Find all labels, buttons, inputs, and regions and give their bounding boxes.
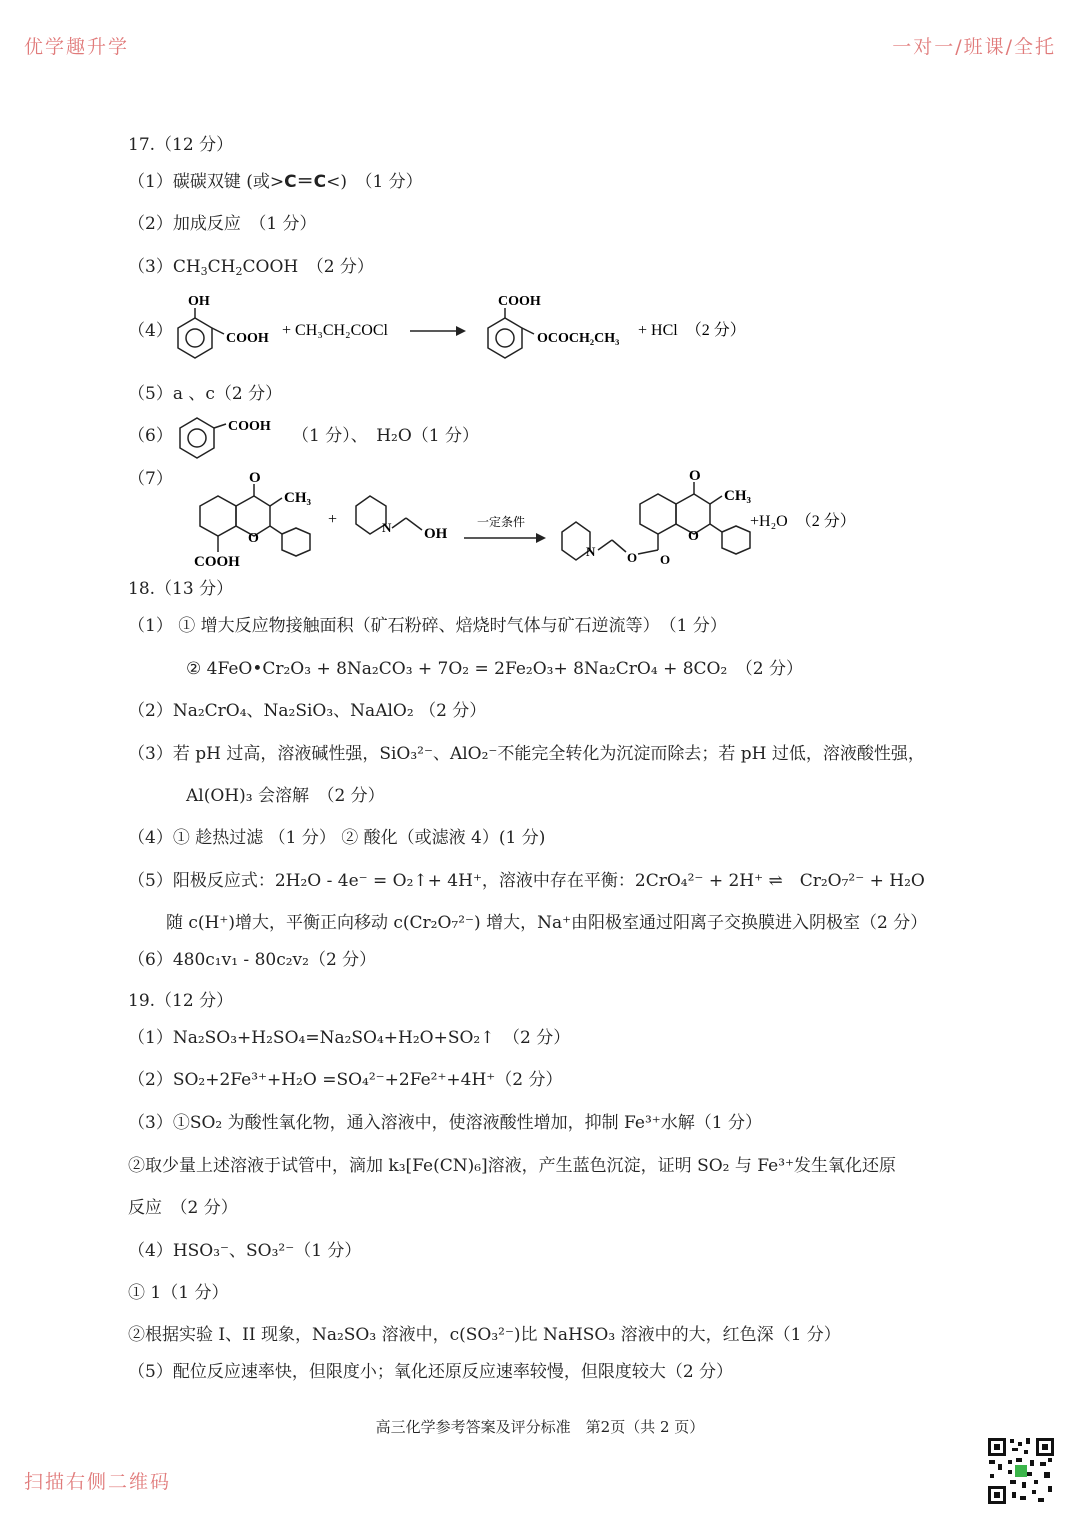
product-ester-o2: O (660, 552, 671, 567)
scan-qr-hint: 扫描右侧二维码 (24, 1471, 172, 1493)
q18-answer-2: （2）Na₂CrO₄、Na₂SiO₃、NaAlO₂ （2 分） (128, 701, 487, 721)
q18-answer-4: （4）① 趁热过滤 （1 分） ② 酸化（或滤液 4）(1 分) (128, 828, 546, 848)
flavone-cooh: COOH (194, 554, 240, 570)
q17-answer-2: （2）加成反应 （1 分） (128, 214, 317, 234)
q19-answer-5: （5）配位反应速率快，但限度小；氧化还原反应速率较慢，但限度较大（2 分） (128, 1362, 734, 1382)
q18-answer-3-2: Al(OH)₃ 会溶解 （2 分） (186, 786, 385, 806)
header-watermark-right: 一对一/班课/全托 (892, 36, 1056, 58)
product-ring-o: O (688, 529, 699, 544)
q19-answer-4-2: ②根据实验 I、II 现象，Na₂SO₃ 溶液中，c(SO₃²⁻)比 NaHSO₃ 溶液中的大，红色深（1 分） (128, 1325, 841, 1345)
q17-title: 17.（12 分） (128, 135, 234, 155)
q19-answer-3-1: （3）①SO₂ 为酸性氧化物，通入溶液中，使溶液酸性增加，抑制 Fe³⁺水解（1 分） (128, 1113, 762, 1133)
product-ester-o1: O (627, 550, 638, 565)
q17-answer-1 (128, 171, 423, 193)
q17-reaction-4 (160, 290, 800, 370)
product-ketone-o: O (689, 468, 701, 484)
q17-answer-7-score: +H₂O （2 分） (750, 513, 856, 530)
methyl-group: CH₃ (284, 490, 311, 506)
acyl-chloride-reagent: + CH₃CH₂COCl (282, 322, 388, 339)
q17-answer-4-label: （4） (128, 321, 173, 341)
q19-answer-4-1: ① 1（1 分） (128, 1283, 229, 1303)
q19-answer-3-2: ②取少量上述溶液于试管中，滴加 k₃[Fe(CN)₆]溶液，产生蓝色沉淀，证明 SO₂ 与 Fe³⁺发生氧化还原 (128, 1156, 896, 1176)
ester-group: OCOCH₂CH₃ (537, 331, 620, 346)
q17-answer-1-text: （1）碳碳双键 (或 (128, 172, 270, 192)
q19-answer-3-3: 反应 （2 分） (128, 1198, 238, 1218)
q18-answer-5-1: （5）阳极反应式：2H₂O - 4e⁻ = O₂↑+ 4H⁺，溶液中存在平衡：2CrO₄²⁻ + 2H⁺ ⇌ Cr₂O₇²⁻ + H₂O (128, 871, 925, 891)
qr-code[interactable] (986, 1436, 1056, 1506)
reaction-arrow (410, 326, 466, 336)
q19-answer-2: （2）SO₂+2Fe³⁺+H₂O =SO₄²⁻+2Fe²⁺+4H⁺（2 分） (128, 1070, 563, 1090)
page-footer: 高三化学参考答案及评分标准 第2页（共 2 页） (375, 1418, 705, 1436)
q18-answer-6: （6）480c₁v₁ - 80c₂v₂（2 分） (128, 950, 377, 970)
q18-answer-1-2: ② 4FeO•Cr₂O₃ + 8Na₂CO₃ + 7O₂ = 2Fe₂O₃+ 8Na₂CrO₄ + 8CO₂ （2 分） (186, 659, 804, 679)
cooh-group: COOH (226, 331, 269, 346)
q17-reaction-7 (170, 466, 890, 574)
product-n: N (586, 544, 596, 559)
q18-answer-1-1: （1） ① 增大反应物接触面积（矿石粉碎、焙烧时气体与矿石逆流等） （1 分） (128, 616, 727, 636)
q18-answer-3-1: （3）若 pH 过高，溶液碱性强，SiO₃²⁻、AlO₂⁻不能完全转化为沉淀而除去；若 pH 过低，溶液酸性强， (128, 744, 925, 764)
q17-answer-3-b: CH (207, 257, 236, 277)
piperidine-n: N (382, 520, 392, 535)
q18-answer-5-2: 随 c(H⁺)增大，平衡正向移动 c(Cr₂O₇²⁻) 增大，Na⁺由阳极室通过阳离子交换膜进入阴极室（2 分） (166, 913, 928, 933)
header-watermark-left: 优学趣升学 (24, 36, 130, 58)
cc-double-bond: C＝C (284, 172, 327, 192)
q17-answer-6-structure (170, 410, 290, 460)
ketone-o: O (249, 470, 261, 486)
q19-answer-4: （4）HSO₃⁻、SO₃²⁻（1 分） (128, 1241, 362, 1261)
reaction-7-arrow (464, 533, 546, 543)
q17-answer-3-c: COOH （2 分） (242, 257, 374, 277)
product-cooh-group: COOH (498, 294, 541, 309)
q17-answer-3-a: （3）CH (128, 257, 201, 277)
q17-answer-7-label: （7） (128, 469, 173, 489)
benzoic-cooh-group: COOH (228, 419, 271, 434)
salicylic-acid-structure (178, 308, 224, 358)
reaction-condition: 一定条件 (477, 515, 526, 529)
q18-title: 18.（13 分） (128, 579, 234, 599)
bond-bracket-right: < (326, 172, 341, 192)
oh-group: OH (188, 294, 210, 309)
acylated-product-structure (488, 308, 534, 358)
ring-oxygen: O (248, 531, 259, 546)
hydroxyl-group: OH (424, 526, 448, 542)
q17-answer-5: （5）a 、c（2 分） (128, 384, 283, 404)
benzoic-acid-structure (180, 418, 226, 458)
q17-answer-6-tail: （1 分）、 H₂O（1 分） (292, 426, 480, 446)
plus-sign: + (328, 511, 338, 528)
q19-answer-1: （1）Na₂SO₃+H₂SO₄=Na₂SO₄+H₂O+SO₂↑ （2 分） (128, 1028, 571, 1048)
q17-answer-6-label: （6） (128, 426, 173, 446)
q17-answer-1-score: ) （1 分） (340, 172, 423, 192)
product-methyl: CH₃ (724, 488, 751, 504)
bond-bracket-left: > (269, 172, 285, 192)
q17-answer-3: $(3)CH_3CH_2COOH$ （2 分） (128, 257, 374, 278)
q17-answer-4-score: + HCl （2 分） (638, 322, 746, 339)
q19-title: 19.（12 分） (128, 991, 234, 1011)
